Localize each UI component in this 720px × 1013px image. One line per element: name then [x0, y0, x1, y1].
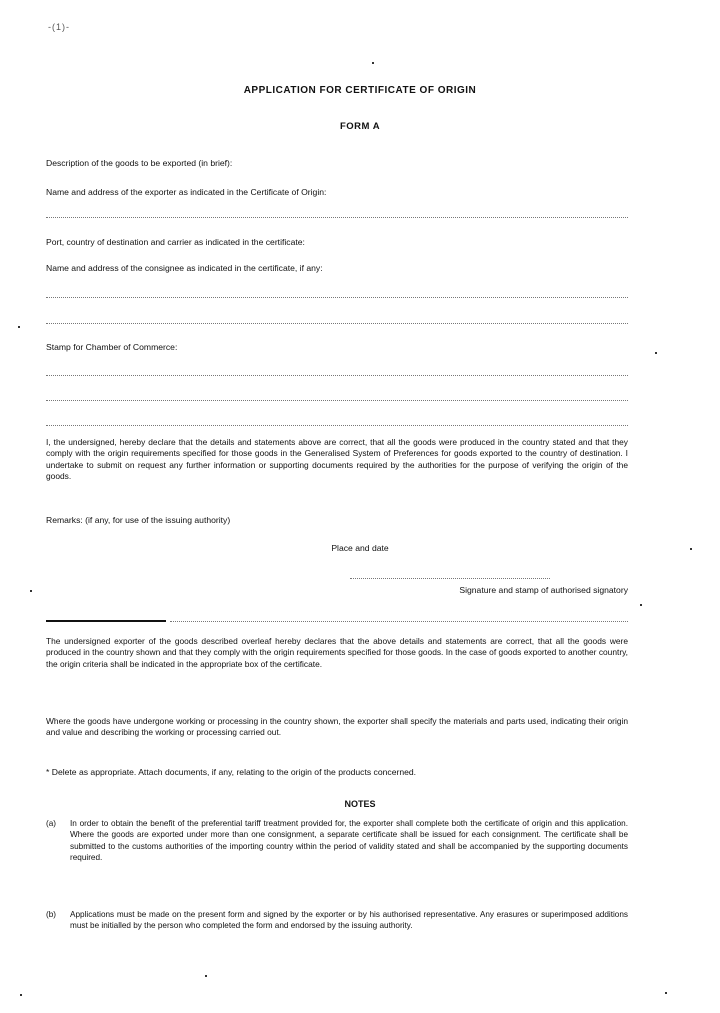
signature-fill-line — [350, 577, 550, 579]
exporter-statement: The undersigned exporter of the goods described overleaf hereby declares that the above details and statements are correct, that all the goods were produced in the country shown and that they comply with the origin requirements specified for those goods. In the case of goods exported to another country, the origin criteria shall be indicated in the appropriate box of the certificate. — [46, 636, 628, 669]
field-label-destination: Port, country of destination and carrier as indicated in the certificate: — [46, 237, 305, 247]
fill-line — [46, 374, 628, 376]
scan-speck — [665, 992, 667, 994]
page-reference: -(1)- — [48, 22, 70, 32]
note-text: In order to obtain the benefit of the preferential tariff treatment provided for, the exporter shall complete both the certificate of origin and this application. Where the goods are exported under more than one consignment, a separate certificate shall be issued for each consignment. The certificate shall be submitted to the customs authorities of the importing country within the period of validity stated and shall be accompanied by the supporting documents required. — [70, 819, 628, 863]
form-name: FORM A — [339, 121, 381, 132]
field-label-consignee: Name and address of the consignee as indicated in the certificate, if any: — [46, 263, 323, 273]
notes-heading: NOTES — [344, 799, 376, 809]
document-title: APPLICATION FOR CERTIFICATE OF ORIGIN — [243, 85, 477, 96]
declaration-paragraph: I, the undersigned, hereby declare that the details and statements above are correct, that all the goods were produced in the country stated and that they comply with the origin requirements specified for those goods in the Generalised System of Preferences for goods exported to the country of destination. I undertake to submit on request any further information or supporting documents required by the authorities for the purpose of verifying the origin of the goods. — [46, 437, 628, 482]
section-dotted-rule — [170, 620, 628, 622]
scan-speck — [655, 352, 657, 354]
footnote: * Delete as appropriate. Attach documents, if any, relating to the origin of the products concerned. — [46, 767, 417, 777]
field-label-goods-description: Description of the goods to be exported (in brief): — [46, 158, 233, 168]
field-label-chamber-stamp: Stamp for Chamber of Commerce: — [46, 342, 178, 352]
note-b — [46, 909, 628, 932]
note-label: (a) — [46, 819, 57, 828]
note-label: (b) — [46, 910, 57, 919]
place-date-label: Place and date — [331, 543, 389, 553]
scan-speck — [205, 975, 207, 977]
note-text: Applications must be made on the present form and signed by the exporter or by his authorised representative. Any erasures or superimposed additions must be initialled by the person who completed the form and endorsed by the issuing authority. — [70, 910, 628, 931]
scan-speck — [690, 548, 692, 550]
signature-label: Signature and stamp of authorised signatory — [459, 585, 628, 595]
section-rule — [46, 620, 166, 622]
fill-line — [46, 296, 628, 298]
scan-speck — [30, 590, 32, 592]
processing-statement: Where the goods have undergone working or processing in the country shown, the exporter shall specify the materials and parts used, indicating their origin and value and describing the working or processing carried out. — [46, 716, 628, 738]
scan-speck — [640, 604, 642, 606]
fill-line — [46, 322, 628, 324]
field-label-exporter: Name and address of the exporter as indicated in the Certificate of Origin: — [46, 187, 327, 197]
fill-line — [46, 399, 628, 401]
scan-speck — [20, 994, 22, 996]
scan-speck — [372, 62, 374, 64]
fill-line — [46, 424, 628, 426]
remarks-label: Remarks: (if any, for use of the issuing authority) — [46, 515, 231, 525]
note-a — [46, 818, 628, 864]
scan-speck — [18, 326, 20, 328]
fill-line — [46, 216, 628, 218]
